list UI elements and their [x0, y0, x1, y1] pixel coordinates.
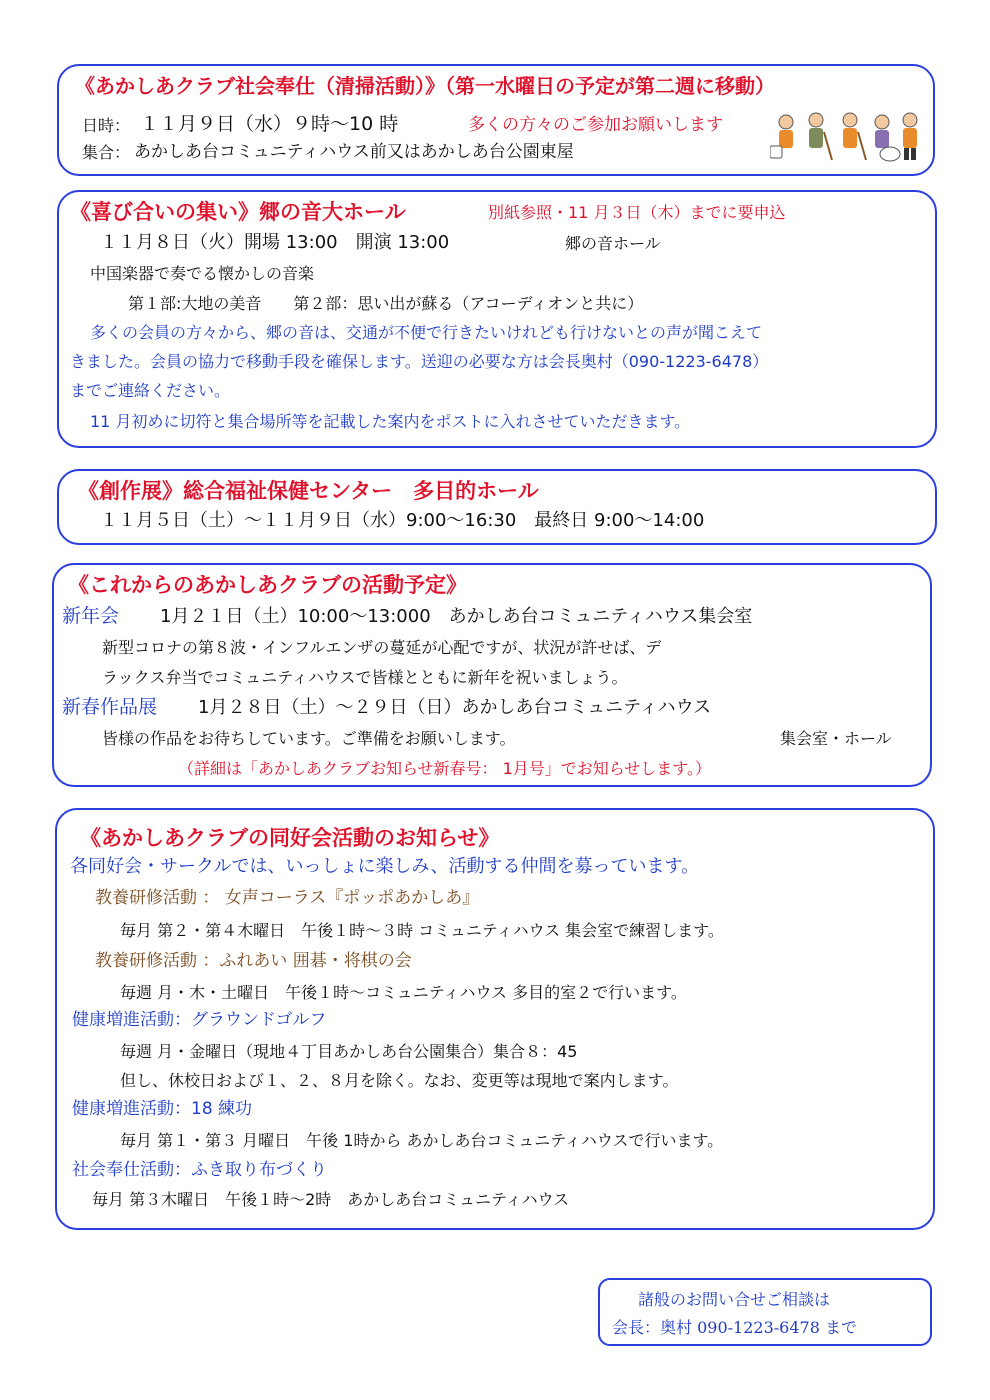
contact-line-1: 諸般のお問い合せご相談は [638, 1290, 831, 1309]
club1-name: 教養研修活動 ： 女声コーラス『ポッポあかしあ』 [95, 888, 480, 908]
volunteer-figure [770, 115, 793, 158]
cleaning-meet: あかしあ台コミュニティハウス前又はあかしあ台公園東屋 [134, 142, 574, 162]
upcoming-event2-line1: 皆様の作品をお待ちしています。ご準備をお願いします。 [102, 729, 516, 748]
club3-detail-2: 但し、休校日および１、２、８月を除く。なお、変更等は現地で案内します。 [120, 1071, 679, 1090]
volunteers-illustration [770, 108, 922, 164]
gathering-body-2: きました。会員の協力で移動手段を確保します。送迎の必要な方は会長奥村（090-1223-6478） [70, 352, 769, 371]
clubs-title: 《あかしあクラブの同好会活動のお知らせ》 [80, 826, 500, 850]
club5-detail: 毎月 第３木曜日 午後１時～2時 あかしあ台コミュニティハウス [92, 1190, 570, 1209]
club4-name: 健康増進活動：18 練功 [72, 1099, 253, 1119]
volunteer-figure [809, 113, 832, 160]
gathering-title: 《喜び合いの集い》郷の音大ホール [70, 200, 406, 224]
upcoming-event1-name: 新年会 [62, 605, 120, 627]
upcoming-event2-name: 新春作品展 [62, 696, 158, 718]
club1-detail: 毎月 第２・第４木曜日 午後１時～３時 コミュニティハウス 集会室で練習します。 [120, 921, 724, 940]
gathering-program: 中国楽器で奏でる懐かしの音楽 [90, 264, 315, 283]
cleaning-title: 《あかしあクラブ社会奉仕（清掃活動）》（第一水曜日の予定が第二週に移動） [75, 74, 775, 98]
cleaning-date: １１月９日（水）９時～10 時 [140, 113, 399, 135]
gathering-parts: 第１部:大地の美音 第２部：思い出が蘇る（アコーディオンと共に） [128, 294, 644, 313]
clubs-intro: 各同好会・サークルでは、いっしょに楽しみ、活動する仲間を募っています。 [70, 856, 700, 877]
cleaning-date-label: 日時： [82, 116, 131, 135]
cleaning-notice: 多くの方々のご参加お願いします [468, 115, 723, 135]
upcoming-event1-line1: 新型コロナの第８波・インフルエンザの蔓延が心配ですが、状況が許せば、デ [102, 638, 662, 657]
club3-detail-1: 毎週 月・金曜日（現地４丁目あかしあ台公園集合）集合８：45 [120, 1042, 578, 1061]
gathering-schedule: １１月８日（火）開場 13:00 開演 13:00 [100, 232, 450, 253]
exhibition-schedule: １１月５日（土）～１１月９日（水）9:00～16:30 最終日 9:00～14:00 [100, 510, 705, 531]
volunteer-figure [875, 115, 900, 161]
gathering-venue: 郷の音ホール [565, 234, 661, 253]
upcoming-event2-detail: 1月２８日（土）～２９日（日）あかしあ台コミュニティハウス [198, 697, 712, 718]
club4-detail: 毎月 第１・第３ 月曜日 午後 1時から あかしあ台コミュニティハウスで行います。 [120, 1131, 724, 1150]
exhibition-title: 《創作展》総合福祉保健センター 多目的ホール [78, 479, 539, 503]
gathering-note: 別紙参照・11 月３日（木）までに要申込 [488, 203, 786, 222]
upcoming-event2-place: 集会室・ホール [780, 729, 892, 748]
club5-name: 社会奉仕活動：ふき取り布づくり [72, 1160, 327, 1180]
upcoming-title: 《これからのあかしあクラブの活動予定》 [68, 573, 467, 597]
volunteer-figure [903, 113, 917, 160]
club2-name: 教養研修活動 ：ふれあい 囲碁・将棋の会 [95, 951, 412, 971]
cleaning-meet-label: 集合： [82, 143, 131, 162]
contact-line-2: 会長：奥村 090-1223-6478 まで [612, 1318, 857, 1337]
gathering-body-1: 多くの会員の方々から、郷の音は、交通が不便で行きたいけれども行けないとの声が聞こえて [90, 323, 763, 342]
volunteer-figure [843, 113, 866, 160]
gathering-body-4: 11 月初めに切符と集合場所等を記載した案内をポストに入れさせていただきます。 [90, 412, 691, 431]
club3-name: 健康増進活動：グラウンドゴルフ [72, 1010, 327, 1030]
club2-detail: 毎週 月・木・土曜日 午後１時～コミュニティハウス 多目的室２で行います。 [120, 983, 687, 1002]
section-gathering [57, 190, 937, 448]
upcoming-event1-detail: 1月２１日（土）10:00～13:000 あかしあ台コミュニティハウス集会室 [160, 606, 753, 627]
gathering-body-3: までご連絡ください。 [70, 381, 231, 400]
upcoming-event1-line2: ラックス弁当でコミュニティハウスで皆様とともに新年を祝いましょう。 [102, 668, 628, 687]
upcoming-footnote: （詳細は「あかしあクラブお知らせ新春号： 1月号」でお知らせします。） [178, 759, 712, 778]
